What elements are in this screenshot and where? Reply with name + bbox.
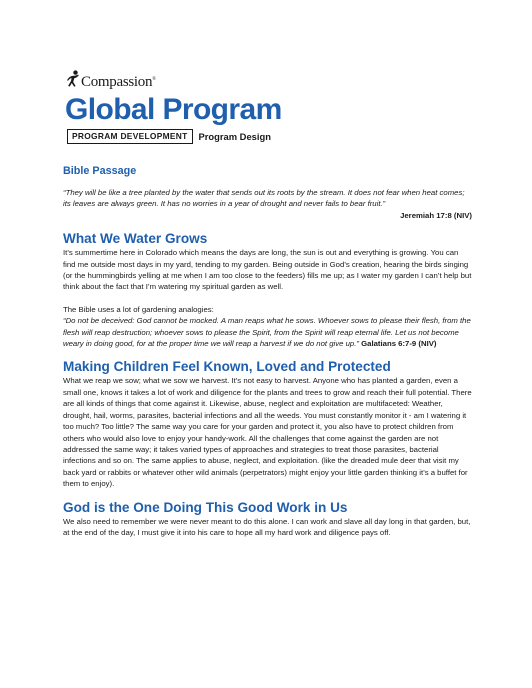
galatians-reference: Galatians 6:7-9 (NIV) <box>361 339 437 349</box>
program-design-label: Program Design <box>198 131 271 142</box>
section-what-we-water-grows-intro: The Bible uses a lot of gardening analogies: <box>63 304 214 314</box>
bible-passage-heading: Bible Passage <box>63 165 137 177</box>
compassion-logo <box>66 70 156 90</box>
program-title: Global Program <box>65 93 282 126</box>
section-god-good-work-heading: God is the One Doing This Good Work in Us <box>63 499 348 515</box>
compassion-figure-icon <box>66 70 80 90</box>
galatians-quote: “Do not be deceived: God cannot be mocked. A man reaps what he sows. Whoever sows to please their flesh, from the flesh will reap destruction; whoever sows to please the Spirit, from the Spirit will reap eternal life. Let us not become weary in doing good, for at the proper time we will reap a harvest if we do not give up.” <box>63 316 471 349</box>
document-body <box>63 165 472 538</box>
section-making-children-para: What we reap we sow; what we sow we harvest. It’s not easy to harvest. Anyone who has planted a garden, even a small one, knows it takes a lot of work and diligence for the plants and trees to grow and reach their full potential. There are all kinds of things that come against it. Likewise, abuse, neglect and exploitation are multifaceted: Weather, drought, hail, worms, parasites, bacterial infections and all the weeds. You must constantly monitor it - am I watering it too much? Too little? The same way you care for your garden and protect it, you also have to protect children from others who would also love to enjoy your handy-work. All the challenges that come against the garden are not addressed the same way; it takes varied types of approaches and strategies to treat those parasites, bacterial infections and so on. The same applies to abuse, neglect, and exploitation. (like the dreaded mule deer that visit my back yard or rabbits or whatever other wild animals (perpetrators) might enjoy your little garden thinking it’s a buffet for them to enjoy). <box>63 376 472 489</box>
section-what-we-water-grows-heading: What We Water Grows <box>63 231 208 247</box>
galatians-quote-paragraph <box>63 315 472 349</box>
logo-wordmark: Compassion® <box>81 74 156 90</box>
bible-passage-quote: “They will be like a tree planted by the water that sends out its roots by the stream. It does not fear when heat comes; its leaves are always green. It has no worries in a year of drought and never fails to bear fruit.” <box>63 188 465 209</box>
section-god-good-work-para: We also need to remember we were never meant to do this alone. I can work and slave all day long in that garden, but, at the end of the day, I must give it into his care to hope all my hard work and diligence pays off. <box>63 516 471 537</box>
section-making-children-heading: Making Children Feel Known, Loved and Protected <box>63 359 391 375</box>
program-development-tag: PROGRAM DEVELOPMENT <box>67 129 193 144</box>
program-tag-row <box>67 129 271 144</box>
section-what-we-water-grows-para1: It’s summertime here in Colorado which means the days are long, the sun is out and everything is growing. You can find me outside most days in my yard, tending to my garden. Being outside in God’s creation, hearing the birds singing (or the hummingbirds yelling at me when I am too close to the feeders) fills me up; as I water my garden I can’t help but think about the fact that I’m watering my spiritual garden as well. <box>63 248 472 292</box>
bible-passage-reference: Jeremiah 17:8 (NIV) <box>400 210 472 220</box>
